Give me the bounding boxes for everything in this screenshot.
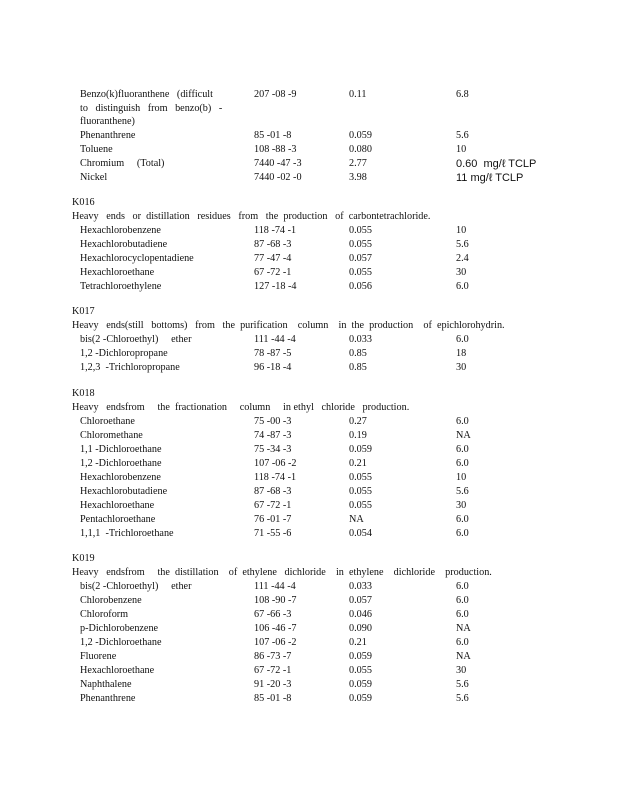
waste-description: Heavy ends(still bottoms) from the purification column in the production of epichlorohydrin. xyxy=(72,320,505,331)
wastewater-value: 0.055 xyxy=(349,500,372,511)
nonwastewater-value: 10 xyxy=(456,225,467,236)
constituent-name: 1,1 -Dichloroethane xyxy=(80,444,162,455)
nonwastewater-value: 10 xyxy=(456,472,467,483)
cas-number: 118 -74 -1 xyxy=(254,225,297,236)
wastewater-value: 0.27 xyxy=(349,416,367,427)
nonwastewater-value: 5.6 xyxy=(456,239,469,250)
constituent-name: Chloroethane xyxy=(80,416,135,427)
nonwastewater-value: 6.0 xyxy=(456,595,469,606)
constituent-name: Nickel xyxy=(80,172,108,183)
wastewater-value: 0.057 xyxy=(349,595,372,606)
constituent-name: Hexachloroethane xyxy=(80,267,155,278)
constituent-name-line: to distinguish from benzo(b) - xyxy=(80,103,223,114)
wastewater-value: 0.059 xyxy=(349,130,372,141)
cas-number: 86 -73 -7 xyxy=(254,651,292,662)
constituent-name: Hexachlorobutadiene xyxy=(80,486,168,497)
cas-number: 7440 -02 -0 xyxy=(254,172,302,183)
cas-number: 96 -18 -4 xyxy=(254,362,292,373)
wastewater-value: 0.057 xyxy=(349,253,372,264)
cas-number: 67 -72 -1 xyxy=(254,500,292,511)
waste-code-heading: K019 xyxy=(72,553,95,564)
constituent-name: Fluorene xyxy=(80,651,117,662)
nonwastewater-tclp-value: 0.60 mg/ℓ TCLP xyxy=(456,158,537,170)
cas-number: 78 -87 -5 xyxy=(254,348,292,359)
constituent-name: Phenanthrene xyxy=(80,693,136,704)
constituent-name: Hexachlorobenzene xyxy=(80,472,161,483)
constituent-name: Naphthalene xyxy=(80,679,132,690)
cas-number: 75 -00 -3 xyxy=(254,416,292,427)
nonwastewater-tclp-value: 11 mg/ℓ TCLP xyxy=(456,172,524,184)
cas-number: 75 -34 -3 xyxy=(254,444,292,455)
cas-number: 67 -72 -1 xyxy=(254,665,292,676)
cas-number: 106 -46 -7 xyxy=(254,623,297,634)
constituent-name: 1,2 -Dichloropropane xyxy=(80,348,168,359)
nonwastewater-value: 6.0 xyxy=(456,281,469,292)
waste-code-heading: K017 xyxy=(72,306,95,317)
cas-number: 111 -44 -4 xyxy=(254,581,296,592)
cas-number: 107 -06 -2 xyxy=(254,637,297,648)
nonwastewater-value: 6.0 xyxy=(456,444,469,455)
nonwastewater-value: 18 xyxy=(456,348,467,359)
nonwastewater-value: 30 xyxy=(456,665,467,676)
cas-number: 87 -68 -3 xyxy=(254,486,292,497)
cas-number: 111 -44 -4 xyxy=(254,334,296,345)
wastewater-value: 0.080 xyxy=(349,144,372,155)
nonwastewater-value: 6.0 xyxy=(456,637,469,648)
wastewater-value: 0.055 xyxy=(349,225,372,236)
nonwastewater-value: 30 xyxy=(456,362,467,373)
constituent-name-line: Benzo(k)fluoranthene (difficult xyxy=(80,89,213,100)
nonwastewater-value: 2.4 xyxy=(456,253,469,264)
constituent-name: Pentachloroethane xyxy=(80,514,156,525)
wastewater-value: NA xyxy=(349,514,364,525)
nonwastewater-value: 6.0 xyxy=(456,458,469,469)
wastewater-value: 2.77 xyxy=(349,158,367,169)
wastewater-value: 0.033 xyxy=(349,334,372,345)
cas-number: 108 -88 -3 xyxy=(254,144,297,155)
constituent-name: Chloroform xyxy=(80,609,129,620)
waste-description: Heavy ends or distillation residues from the production of carbontetrachloride. xyxy=(72,211,431,222)
constituent-name: Chloromethane xyxy=(80,430,143,441)
wastewater-value: 0.056 xyxy=(349,281,372,292)
wastewater-value: 0.055 xyxy=(349,486,372,497)
wastewater-value: 0.055 xyxy=(349,665,372,676)
constituent-name: Phenanthrene xyxy=(80,130,136,141)
constituent-name: Hexachloroethane xyxy=(80,500,155,511)
constituent-name: Toluene xyxy=(80,144,113,155)
constituent-name: bis(2 -Chloroethyl) ether xyxy=(80,581,192,592)
nonwastewater-value: NA xyxy=(456,623,471,634)
wastewater-value: 0.21 xyxy=(349,458,367,469)
cas-number: 74 -87 -3 xyxy=(254,430,292,441)
constituent-name: Chromium (Total) xyxy=(80,158,165,169)
nonwastewater-value: 6.0 xyxy=(456,609,469,620)
wastewater-value: 0.055 xyxy=(349,239,372,250)
cas-number: 67 -72 -1 xyxy=(254,267,292,278)
waste-description: Heavy endsfrom the fractionation column in ethyl chloride production. xyxy=(72,402,410,413)
cas-number: 87 -68 -3 xyxy=(254,239,292,250)
nonwastewater-value: 6.0 xyxy=(456,334,469,345)
cas-number: 118 -74 -1 xyxy=(254,472,297,483)
wastewater-value: 0.090 xyxy=(349,623,372,634)
nonwastewater-value: 10 xyxy=(456,144,467,155)
constituent-name: Hexachlorocyclopentadiene xyxy=(80,253,194,264)
constituent-name: Tetrachloroethylene xyxy=(80,281,162,292)
cas-number: 7440 -47 -3 xyxy=(254,158,302,169)
constituent-name: Hexachlorobenzene xyxy=(80,225,161,236)
constituent-name: 1,2 -Dichloroethane xyxy=(80,637,162,648)
constituent-name: Hexachlorobutadiene xyxy=(80,239,168,250)
nonwastewater-value: 5.6 xyxy=(456,486,469,497)
constituent-name: p-Dichlorobenzene xyxy=(80,623,159,634)
waste-code-heading: K016 xyxy=(72,197,95,208)
nonwastewater-value: 5.6 xyxy=(456,693,469,704)
nonwastewater-value: 5.6 xyxy=(456,679,469,690)
wastewater-value: 0.059 xyxy=(349,693,372,704)
nonwastewater-value: 6.0 xyxy=(456,514,469,525)
cas-number: 76 -01 -7 xyxy=(254,514,292,525)
cas-number: 91 -20 -3 xyxy=(254,679,292,690)
nonwastewater-value: 6.0 xyxy=(456,528,469,539)
cas-number: 71 -55 -6 xyxy=(254,528,292,539)
constituent-name: Hexachloroethane xyxy=(80,665,155,676)
wastewater-value: 0.054 xyxy=(349,528,372,539)
cas-number: 77 -47 -4 xyxy=(254,253,292,264)
nonwastewater-value: 30 xyxy=(456,500,467,511)
nonwastewater-value: 6.0 xyxy=(456,581,469,592)
wastewater-value: 0.055 xyxy=(349,472,372,483)
wastewater-value: 0.059 xyxy=(349,444,372,455)
wastewater-value: 0.059 xyxy=(349,679,372,690)
cas-number: 85 -01 -8 xyxy=(254,693,292,704)
wastewater-value: 0.033 xyxy=(349,581,372,592)
constituent-name: 1,1,1 -Trichloroethane xyxy=(80,528,174,539)
cas-number: 207 -08 -9 xyxy=(254,89,297,100)
nonwastewater-value: 6.0 xyxy=(456,416,469,427)
wastewater-value: 0.19 xyxy=(349,430,367,441)
wastewater-value: 0.059 xyxy=(349,651,372,662)
constituent-name: 1,2 -Dichloroethane xyxy=(80,458,162,469)
waste-code-heading: K018 xyxy=(72,388,95,399)
wastewater-value: 0.85 xyxy=(349,362,367,373)
cas-number: 107 -06 -2 xyxy=(254,458,297,469)
wastewater-value: 0.21 xyxy=(349,637,367,648)
cas-number: 108 -90 -7 xyxy=(254,595,297,606)
nonwastewater-value: 5.6 xyxy=(456,130,469,141)
waste-description: Heavy endsfrom the distillation of ethylene dichloride in ethylene dichloride production. xyxy=(72,567,492,578)
constituent-name: Chlorobenzene xyxy=(80,595,142,606)
constituent-name: bis(2 -Chloroethyl) ether xyxy=(80,334,192,345)
cas-number: 127 -18 -4 xyxy=(254,281,297,292)
constituent-name: 1,2,3 -Trichloropropane xyxy=(80,362,180,373)
wastewater-value: 0.11 xyxy=(349,89,367,100)
nonwastewater-value: 6.8 xyxy=(456,89,469,100)
wastewater-value: 0.85 xyxy=(349,348,367,359)
wastewater-value: 3.98 xyxy=(349,172,367,183)
wastewater-value: 0.055 xyxy=(349,267,372,278)
nonwastewater-value: NA xyxy=(456,651,471,662)
cas-number: 85 -01 -8 xyxy=(254,130,292,141)
constituent-name-line: fluoranthene) xyxy=(80,116,135,127)
cas-number: 67 -66 -3 xyxy=(254,609,292,620)
wastewater-value: 0.046 xyxy=(349,609,372,620)
nonwastewater-value: 30 xyxy=(456,267,467,278)
nonwastewater-value: NA xyxy=(456,430,471,441)
